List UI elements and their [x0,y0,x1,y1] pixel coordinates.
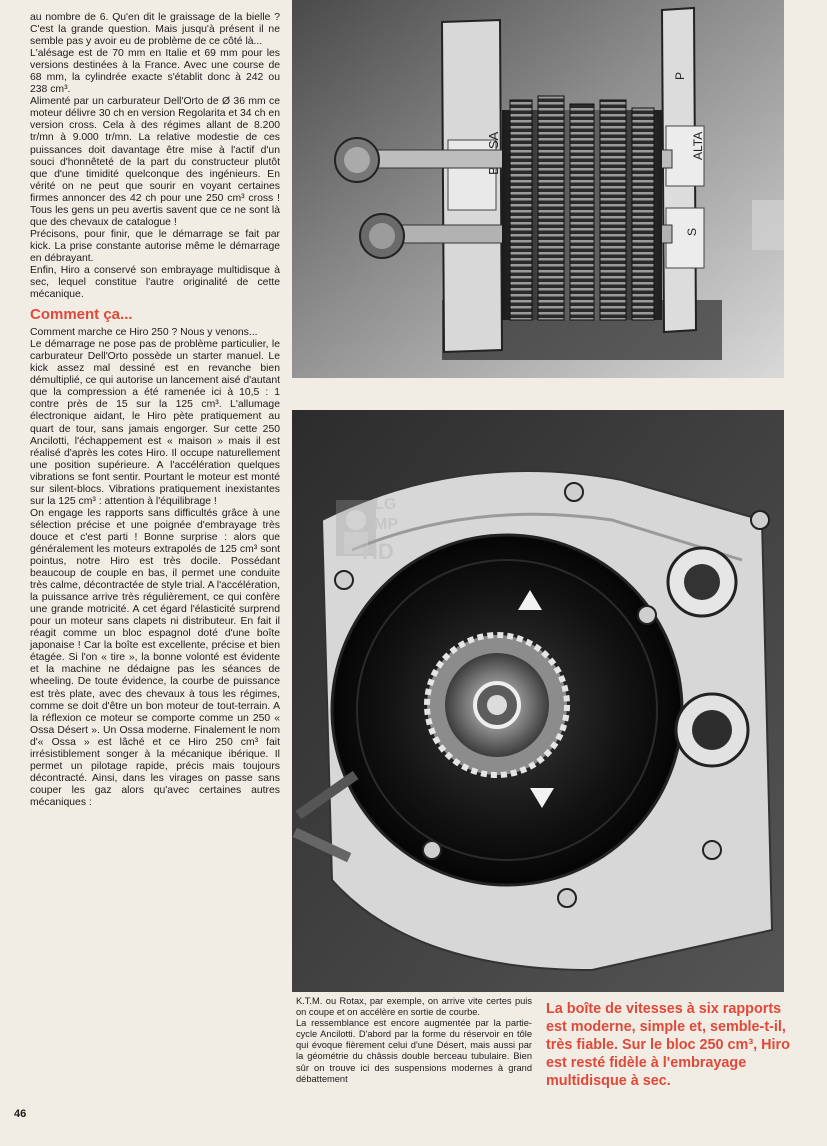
paragraph: K.T.M. ou Rotax, par exemple, on arrive vite certes puis on coupe et on accélère en sortie de courbe. [296,996,532,1018]
paragraph: Le démarrage ne pose pas de problème particulier, le carburateur Dell'Orto possède un starter manuel. Le kick assez mal dessiné est en revanche bien démultiplié, ce qui autorise un lancement aisé d'autant que la compression a été ramenée ici à 10,5 : 1 contre près de 15 sur la 125 cm³. L'allumage électronique aidant, le Hiro pète pratiquement au quart de tour, sans jamais engorger. Sur cette 250 Ancilotti, l'échappement est « maison » mais il est réalisé d'après les cotes Hiro. Il occupe naturellement une position supérieure. A l'accélération quelques vibrations se font sentir. Pourtant le moteur est monté sur silent-blocs. Vibrations pratiquement inexistantes sur la 125 cm³ : attention à l'équilibrage ! [30,339,280,507]
paragraph: au nombre de 6. Qu'en dit le graissage de la bielle ? C'est la grande question. Mais jusqu'à présent il ne semble pas y avoir eu de problème de ce côté là... [30,12,280,48]
page-number: 46 [14,1108,27,1120]
gearbox-illustration [292,0,784,378]
label-s: S [685,227,699,236]
gearbox-photo [292,0,784,378]
photo-caption: La boîte de vitesses à six rapports est moderne, simple et, semble-t-il, très fiable. Sur le bloc 250 cm³, Hiro est resté fidèle à l'embrayage multidisque à sec. [546,1001,790,1089]
watermark-line: LG [374,496,397,513]
paragraph: Précisons, pour finir, que le démarrage se fait par kick. La prise constante autorise même le démarrage en débrayant. [30,228,280,264]
left-column [30,12,280,809]
paragraph: Alimenté par un carburateur Dell'Orto de Ø 36 mm ce moteur délivre 30 ch en version Regolarita et 34 ch en version cross. Cela à des régimes allant de 8.200 tr/mn à 9.000 tr/mn. La relative modestie de ces puissances doit davantage être mise à l'actif d'un souci d'honnêteté de la part du constructeur plutôt que d'une timidité quelconque des ingénieurs. En vérité on ne peut que sourir en voyant certaines firmes annoncer des 42 ch pour une 250 cm³ cross ! Tous les gens un peu avertis savent que ce ne sont là que des chevaux de catalogue ! [30,96,280,228]
paragraph: On engage les rapports sans difficultés grâce à une sélection précise et une poignée d'embrayage très douce et c'est parti ! Bonne surprise : alors que généralement les moteurs extrapolés de 125 cm³ sont pointus, notre Hiro est très docile. Possédant beaucoup de couple en bas, il permet une conduite très calme, décontractée de style trial. A l'accélération, la puissance arrive très régulièrement, ce qui confère une grande motricité. A cet égard l'élasticité surprend pour un moteur sans clapets ni distributeur. En fait il réagit comme un bloc espagnol doté d'une boîte japonaise ! Car la boîte est excellente, précise et bien étagée. Si l'on « tire », la bonne volonté est évidente et la machine ne dédaigne pas les séances de wheeling. De toute évidence, la courbe de puissance est très plate, avec des chevaux à tous les régimes, comme se doit d'être un bon moteur de tout-terrain. A la réflexion ce moteur se comporte comme un 250 « Ossa Désert ». Un Ossa moderne. Finalement le nom d'« Ossa » est lâché et ce Hiro 250 cm³ fait irrésistiblement songer à la mécanique ibérique. Il permet un pilotage rapide, précis mais toujours décontracté. Ainsi, dans les virages on passe sans couper les gaz alors qu'avec certaines autres mécaniques : [30,507,280,808]
watermark-line: HD [362,539,394,564]
label-alta: ALTA [691,131,705,160]
watermark-line: MP [374,516,398,533]
paragraph: La ressemblance est encore augmentée par la partie-cycle Ancilotti. D'abord par la forme du réservoir en tôle qui évoque fièrement celui d'une Désert, mais aussi par la géométrie du châssis double berceau tubulaire. Bien sûr on trouve ici des suspensions modernes à grand débattement [296,1018,532,1084]
paragraph: L'alésage est de 70 mm en Italie et 69 mm pour les versions destinées à la France. Avec une course de 68 mm, la cylindrée exacte s'établit donc à 242 ou 238 cm³. [30,48,280,96]
paragraph: Enfin, Hiro a conservé son embrayage multidisque à sec, lequel constitue l'autre originalité de cette mécanique. [30,264,280,301]
bottom-column [296,996,532,1085]
section-heading: Comment ça... [30,306,133,324]
paragraph: Comment marche ce Hiro 250 ? Nous y venons... [30,327,258,339]
watermark [336,492,432,578]
label-p: P [673,71,687,80]
